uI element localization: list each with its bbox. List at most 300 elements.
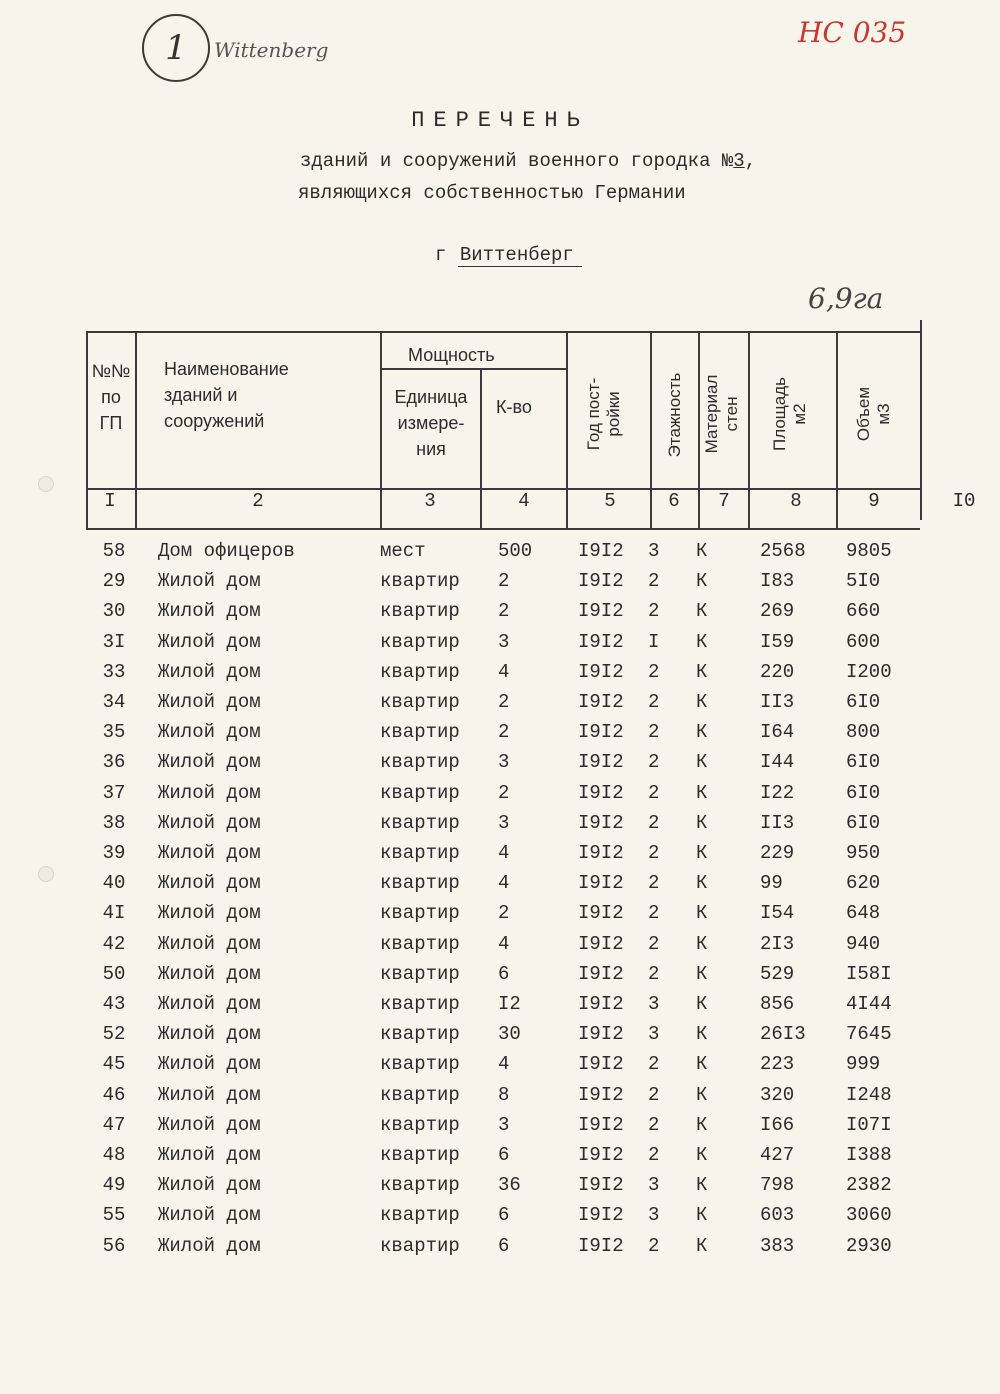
cell-qty: 3 [498,1113,510,1136]
header-volume-line: м3 [874,403,893,425]
cell-area: I54 [760,902,795,925]
cell-gp: 30 [102,600,126,623]
cell-unit: квартир [380,1023,460,1046]
cell-area: II3 [760,691,795,713]
cell-area: 856 [760,993,795,1015]
header-gp-line: по [101,387,121,407]
cell-gp: 33 [102,660,126,683]
cell-material: К [696,1204,708,1227]
cell-name: Жилой дом [158,691,261,713]
cell-name: Жилой дом [158,570,261,593]
cell-gp: 39 [102,842,126,864]
header-qty: К-во [496,397,532,417]
column-number: 4 [518,490,530,512]
cell-volume: I58I [846,962,892,985]
cell-unit: квартир [380,600,460,623]
cell-gp: 52 [102,1023,126,1046]
cell-qty: 4 [498,932,510,955]
cell-unit: квартир [380,1234,460,1257]
cell-gp: 55 [102,1204,126,1227]
handwritten-area-note: 6,9га [808,282,884,315]
cell-area: 383 [760,1234,795,1257]
cell-floors: 2 [648,1083,660,1106]
cell-floors: 2 [648,691,660,713]
cell-area: I44 [760,751,795,774]
cell-name: Жилой дом [158,993,261,1015]
subtitle-line-1 [300,150,756,172]
cell-material: К [696,811,708,834]
header-unit-line: Единица [394,387,468,407]
cell-qty: 2 [498,570,510,593]
cell-unit: квартир [380,660,460,683]
cell-floors: 2 [648,660,660,683]
cell-gp: 47 [102,1113,126,1136]
cell-material: К [696,691,708,713]
cell-qty: I2 [498,993,521,1015]
cell-year: I9I2 [578,600,624,623]
cell-gp: 50 [102,962,126,985]
cell-material: К [696,842,708,864]
cell-volume: 4I44 [846,993,892,1015]
cell-year: I9I2 [578,1144,624,1166]
cell-gp: 46 [102,1083,126,1106]
cell-material: К [696,962,708,985]
cell-year: I9I2 [578,1023,624,1046]
cell-volume: 600 [846,630,881,653]
cell-qty: 6 [498,1234,510,1257]
header-year [584,344,632,484]
cell-unit: квартир [380,1174,460,1197]
cell-gp: 4I [102,902,126,925]
cell-area: 220 [760,660,795,683]
cell-gp: 48 [102,1144,126,1166]
cell-volume: 950 [846,842,881,864]
cell-year: I9I2 [578,811,624,834]
cell-gp: 29 [102,570,126,593]
cell-volume: 6I0 [846,811,881,834]
cell-volume: I200 [846,660,892,683]
cell-material: К [696,600,708,623]
city-line [435,244,582,267]
cell-area: 269 [760,600,795,623]
header-gp-line: №№ [91,361,131,381]
cell-unit: квартир [380,751,460,774]
cell-floors: 3 [648,993,660,1015]
cell-qty: 4 [498,660,510,683]
table-row [0,1144,1000,1174]
cell-material: К [696,660,708,683]
cell-qty: 3 [498,630,510,653]
cell-qty: 4 [498,1053,510,1076]
cell-floors: 2 [648,842,660,864]
cell-gp: 45 [102,1053,126,1076]
table-row [0,721,1000,751]
cell-qty: 6 [498,1144,510,1166]
column-number: 5 [604,490,616,512]
cell-name: Жилой дом [158,1174,261,1197]
cell-qty: 4 [498,872,510,895]
cell-unit: мест [380,540,426,562]
cell-area: 798 [760,1174,795,1197]
header-year-line: Год пост- [584,377,603,451]
cell-volume: I07I [846,1113,892,1136]
cell-unit: квартир [380,962,460,985]
reference-code: НС 035 [798,16,907,49]
cell-year: I9I2 [578,993,624,1015]
cell-floors: 2 [648,721,660,744]
cell-material: К [696,1053,708,1076]
cell-year: I9I2 [578,932,624,955]
table-top-line [86,331,920,333]
cell-material: К [696,993,708,1015]
cell-floors: 3 [648,1174,660,1197]
header-volume-line: Объем [854,386,873,442]
cell-qty: 6 [498,962,510,985]
header-unit [384,384,478,462]
cell-material: К [696,630,708,653]
table-row [0,933,1000,963]
table-row [0,1204,1000,1234]
col-divider [836,331,838,528]
cell-unit: квартир [380,570,460,593]
cell-name: Жилой дом [158,1053,261,1076]
cell-material: К [696,540,708,562]
cell-name: Жилой дом [158,1234,261,1257]
header-gp [88,358,134,436]
col-divider [480,368,482,528]
header-area-line: Площадь [770,377,789,452]
cell-unit: квартир [380,630,460,653]
cell-year: I9I2 [578,842,624,864]
cell-gp: 49 [102,1174,126,1197]
cell-name: Жилой дом [158,1204,261,1227]
cell-area: I83 [760,570,795,593]
col-divider [566,331,568,528]
column-number: 6 [668,490,680,512]
cell-name: Жилой дом [158,600,261,623]
cell-area: 529 [760,962,795,985]
table-row [0,1174,1000,1204]
cell-unit: квартир [380,721,460,744]
cell-name: Жилой дом [158,781,261,804]
cell-floors: 2 [648,872,660,895]
cell-volume: 648 [846,902,881,925]
cell-year: I9I2 [578,1113,624,1136]
table-row [0,963,1000,993]
cell-unit: квартир [380,1144,460,1166]
table-row [0,1114,1000,1144]
cell-unit: квартир [380,691,460,713]
cell-gp: 34 [102,691,126,713]
cell-qty: 500 [498,540,533,562]
header-name [164,356,364,434]
cell-material: К [696,1113,708,1136]
cell-floors: 2 [648,811,660,834]
cell-floors: 2 [648,962,660,985]
document-title: ПЕРЕЧЕНЬ [411,108,589,133]
cell-floors: 2 [648,1234,660,1257]
cell-year: I9I2 [578,962,624,985]
table-row [0,1084,1000,1114]
cell-name: Жилой дом [158,1144,261,1166]
cell-material: К [696,1174,708,1197]
header-material [702,344,746,484]
cell-unit: квартир [380,1204,460,1227]
cell-volume: 6I0 [846,691,881,713]
cell-unit: квартир [380,993,460,1015]
header-volume [854,344,898,484]
cell-year: I9I2 [578,660,624,683]
cell-year: I9I2 [578,570,624,593]
circle-number-text: 1 [165,28,187,68]
cell-area: 26I3 [760,1023,806,1046]
column-number: 8 [790,490,802,512]
table-row [0,782,1000,812]
cell-name: Жилой дом [158,660,261,683]
table-row [0,993,1000,1023]
cell-volume: 2382 [846,1174,892,1197]
cell-qty: 2 [498,781,510,804]
cell-unit: квартир [380,932,460,955]
cell-qty: 2 [498,721,510,744]
cell-name: Жилой дом [158,721,261,744]
cell-floors: 2 [648,902,660,925]
cell-qty: 2 [498,902,510,925]
header-name-line: Наименование [164,359,289,379]
table-row [0,570,1000,600]
cell-material: К [696,570,708,593]
cell-unit: квартир [380,1053,460,1076]
cell-name: Жилой дом [158,1113,261,1136]
cell-year: I9I2 [578,1083,624,1106]
column-number: 7 [718,490,730,512]
cell-gp: 56 [102,1234,126,1257]
cell-area: 2I3 [760,932,795,955]
cell-gp: 43 [102,993,126,1015]
circled-page-number [142,14,210,82]
cell-volume: I248 [846,1083,892,1106]
cell-name: Жилой дом [158,630,261,653]
cell-name: Жилой дом [158,751,261,774]
header-floors: Этажность [665,372,684,458]
cell-gp: 35 [102,721,126,744]
cell-unit: квартир [380,872,460,895]
cell-year: I9I2 [578,691,624,713]
subtitle-line-2: являющихся собственностью Германии [298,182,686,204]
cell-qty: 2 [498,691,510,713]
cell-floors: 2 [648,1113,660,1136]
cell-floors: 3 [648,1023,660,1046]
header-capacity: Мощность [408,345,495,365]
cell-year: I9I2 [578,781,624,804]
cell-floors: 2 [648,600,660,623]
cell-volume: 6I0 [846,751,881,774]
cell-area: I66 [760,1113,795,1136]
town-number: 3 [733,150,745,172]
cell-year: I9I2 [578,902,624,925]
cell-qty: 36 [498,1174,521,1197]
cell-qty: 4 [498,842,510,864]
cell-qty: 6 [498,1204,510,1227]
cell-material: К [696,872,708,895]
cell-year: I9I2 [578,1204,624,1227]
cell-volume: 7645 [846,1023,892,1046]
cell-material: К [696,721,708,744]
cell-year: I9I2 [578,721,624,744]
cell-floors: 2 [648,781,660,804]
header-material-line: Материал [702,374,721,454]
cell-material: К [696,1144,708,1166]
cell-gp: 36 [102,751,126,774]
cell-name: Жилой дом [158,842,261,864]
cell-material: К [696,781,708,804]
cell-area: 603 [760,1204,795,1227]
table-row [0,842,1000,872]
cell-name: Жилой дом [158,902,261,925]
cell-area: I22 [760,781,795,804]
cell-unit: квартир [380,811,460,834]
column-number: 3 [424,490,436,512]
cell-name: Жилой дом [158,1023,261,1046]
cell-area: 229 [760,842,795,864]
punch-hole [38,476,54,492]
table-row [0,661,1000,691]
cell-unit: квартир [380,1083,460,1106]
cell-material: К [696,902,708,925]
table-row [0,812,1000,842]
cell-gp: 42 [102,932,126,955]
cell-material: К [696,1083,708,1106]
subtitle-line-1-end: , [744,150,757,172]
cell-qty: 2 [498,600,510,623]
col-divider [920,320,922,520]
cell-name: Жилой дом [158,932,261,955]
cell-volume: 620 [846,872,881,895]
cell-floors: 2 [648,1144,660,1166]
header-name-line: сооружений [164,411,265,431]
cell-volume: 800 [846,721,881,744]
cell-volume: 999 [846,1053,881,1076]
cell-volume: 6I0 [846,781,881,804]
column-number: I [104,490,116,512]
cell-gp: 37 [102,781,126,804]
table-row [0,902,1000,932]
header-material-line: стен [722,396,741,432]
cell-year: I9I2 [578,1053,624,1076]
cell-area: 2568 [760,540,806,562]
table-row [0,1235,1000,1265]
cell-gp: 38 [102,811,126,834]
cell-year: I9I2 [578,751,624,774]
table-row [0,540,1000,570]
cell-volume: 3060 [846,1204,892,1227]
cell-gp: 58 [102,540,126,562]
cell-area: II3 [760,811,795,834]
cell-floors: 2 [648,751,660,774]
cell-floors: 3 [648,1204,660,1227]
header-area [770,344,814,484]
cell-qty: 30 [498,1023,521,1046]
cell-area: 427 [760,1144,795,1166]
cell-volume: 5I0 [846,570,881,593]
column-number: 2 [252,490,264,512]
cell-name: Жилой дом [158,1083,261,1106]
capacity-divider [380,368,566,370]
cell-area: 320 [760,1083,795,1106]
cell-year: I9I2 [578,872,624,895]
cell-floors: 2 [648,932,660,955]
header-name-line: зданий и [164,385,238,405]
header-unit-line: ния [416,439,446,459]
cell-floors: 3 [648,540,660,562]
table-row [0,631,1000,661]
cell-material: К [696,751,708,774]
cell-volume: 2930 [846,1234,892,1257]
cell-volume: 9805 [846,540,892,562]
header-year-line: ройки [604,391,623,437]
cell-name: Жилой дом [158,811,261,834]
handwritten-city-note: Wittenberg [214,38,329,62]
cell-volume: I388 [846,1144,892,1166]
cell-floors: 2 [648,570,660,593]
cell-material: К [696,1023,708,1046]
col-divider [380,331,382,528]
cell-area: I64 [760,721,795,744]
table-row [0,691,1000,721]
cell-gp: 3I [102,630,126,653]
cell-area: I59 [760,630,795,653]
cell-year: I9I2 [578,1234,624,1257]
cell-year: I9I2 [578,630,624,653]
table-row [0,600,1000,630]
cell-floors: 2 [648,1053,660,1076]
cell-unit: квартир [380,902,460,925]
table-row [0,1053,1000,1083]
cell-material: К [696,1234,708,1257]
cell-area: 223 [760,1053,795,1076]
cell-qty: 3 [498,751,510,774]
column-number: I0 [952,490,976,512]
city-prefix: г [435,244,447,266]
cell-year: I9I2 [578,540,624,562]
cell-year: I9I2 [578,1174,624,1197]
header-gp-line: ГП [99,413,123,433]
colnum-bottom-line [86,528,920,530]
cell-gp: 40 [102,872,126,895]
cell-unit: квартир [380,1113,460,1136]
table-row [0,751,1000,781]
cell-qty: 3 [498,811,510,834]
cell-unit: квартир [380,842,460,864]
cell-material: К [696,932,708,955]
cell-name: Жилой дом [158,962,261,985]
cell-qty: 8 [498,1083,510,1106]
header-unit-line: измере- [397,413,465,433]
cell-name: Жилой дом [158,872,261,895]
table-row [0,1023,1000,1053]
table-row [0,872,1000,902]
subtitle-line-1-text: зданий и сооружений военного городка № [300,150,734,172]
cell-floors: I [648,630,660,653]
cell-volume: 940 [846,932,881,955]
city-name: Виттенберг [458,244,582,267]
header-area-line: м2 [790,403,809,425]
cell-area: 99 [760,872,783,895]
cell-unit: квартир [380,781,460,804]
cell-name: Дом офицеров [158,540,295,562]
column-number: 9 [868,490,880,512]
cell-volume: 660 [846,600,881,623]
